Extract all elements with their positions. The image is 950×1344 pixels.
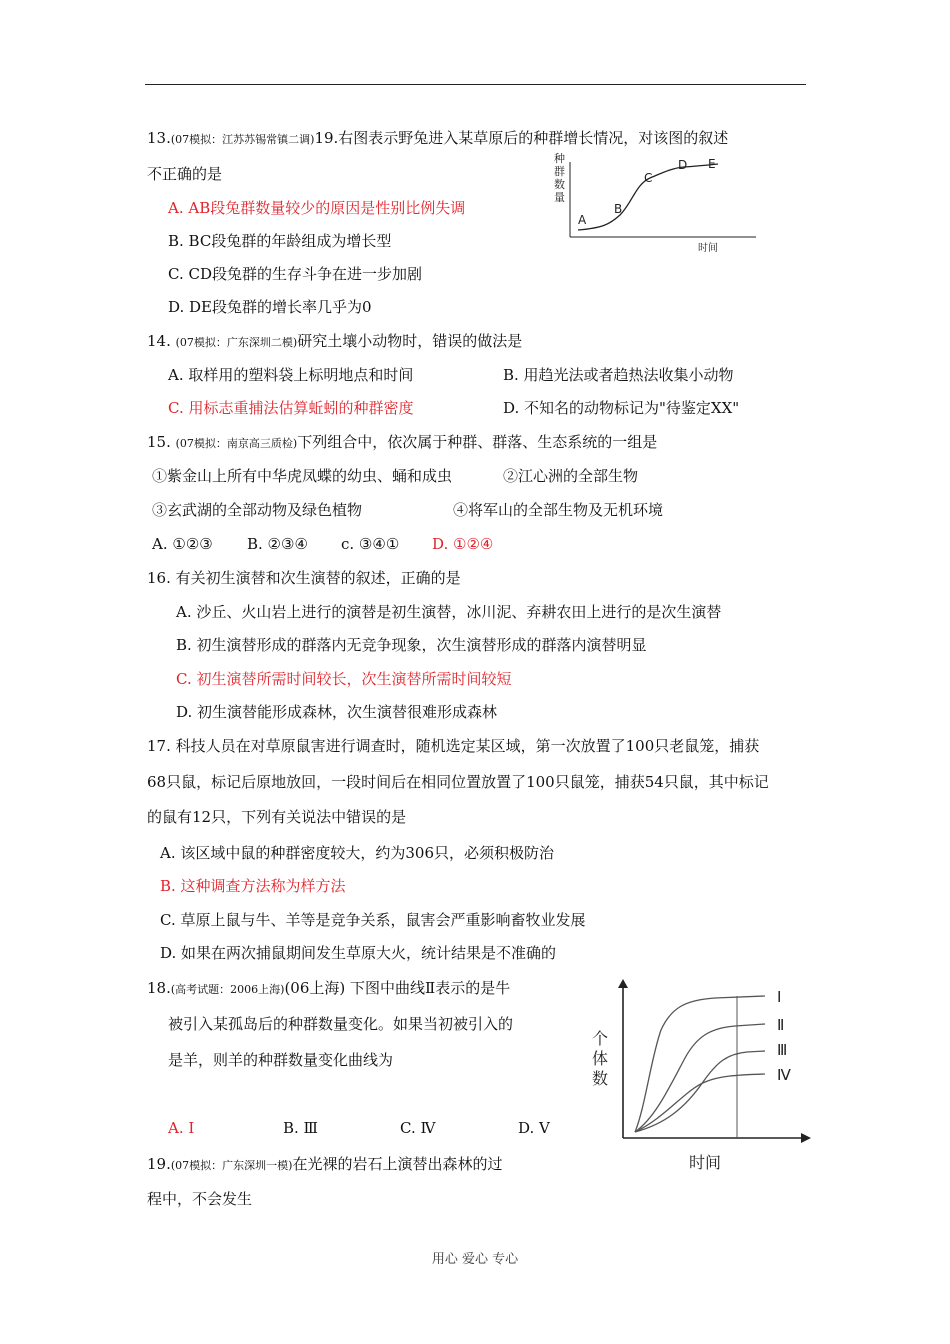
q18-ylabel-char: 个 — [592, 1029, 609, 1048]
q15-option-d: D. ①②④ — [432, 535, 494, 553]
q15-item-4: ④将军山的全部生物及无机环境 — [453, 501, 664, 519]
q13-point-label: A — [578, 213, 587, 227]
q13-stem-line2: 不正确的是 — [147, 165, 223, 183]
q15-stem: 15. (07模拟：南京高三质检)下列组合中，依次属于种群、群落、生态系统的一组是 — [147, 433, 658, 451]
q18-option-c: C. Ⅳ — [400, 1119, 436, 1137]
q14-option-a: A. 取样用的塑料袋上标明地点和时间 — [168, 366, 414, 384]
q17-option-c: C. 草原上鼠与牛、羊等是竞争关系，鼠害会严重影响畜牧业发展 — [160, 911, 586, 929]
q15-option-b: B. ②③④ — [247, 535, 308, 553]
q17-stem-line2: 68只鼠，标记后原地放回，一段时间后在相同位置放置了100只鼠笼，捕获54只鼠，其中标记 — [147, 773, 769, 791]
q18-curve-label: Ⅳ — [777, 1066, 791, 1084]
q17-option-a: A. 该区域中鼠的种群密度较大，约为306只，必须积极防治 — [160, 844, 555, 862]
q18-option-b: B. Ⅲ — [283, 1119, 319, 1137]
q13-ylabel-char: 数 — [554, 178, 565, 191]
q18-ylabel-char: 数 — [592, 1069, 609, 1088]
q18-stem-line3: 是羊，则羊的种群数量变化曲线为 — [168, 1051, 394, 1069]
q17-option-d: D. 如果在两次捕鼠期间发生草原大火，统计结果是不准确的 — [160, 944, 557, 962]
q13-stem-line1: 13.(07模拟：江苏苏锡常镇二调)19.右图表示野兔进入某草原后的种群增长情况，对该图的叙述 — [147, 129, 729, 147]
q18-curve-label: Ⅰ — [777, 988, 782, 1006]
q13-xlabel: 时间 — [698, 243, 718, 254]
q18-ylabel-char: 体 — [592, 1049, 609, 1068]
q18-curve-label: Ⅱ — [777, 1016, 785, 1034]
q18-population-chart — [585, 978, 817, 1176]
q17-stem-line1: 17. 科技人员在对草原鼠害进行调查时，随机选定某区域，第一次放置了100只老鼠笼，捕获 — [147, 737, 760, 755]
q17-stem-line3: 的鼠有12只，下列有关说法中错误的是 — [147, 808, 407, 826]
q18-stem-line1: 18.(高考试题：2006上海)(06上海) 下图中曲线Ⅱ表示的是牛 — [147, 979, 511, 997]
q16-stem: 16. 有关初生演替和次生演替的叙述，正确的是 — [147, 569, 461, 587]
q14-stem: 14. (07模拟：广东深圳二模)研究土壤小动物时，错误的做法是 — [147, 332, 523, 350]
q18-stem-line2: 被引入某孤岛后的种群数量变化。如果当初被引入的 — [168, 1015, 514, 1033]
q15-option-c: c. ③④① — [341, 535, 400, 553]
q13-point-label: D — [678, 158, 688, 172]
q13-option-c: C. CD段兔群的生存斗争在进一步加剧 — [168, 265, 422, 283]
q18-option-a: A. Ⅰ — [168, 1119, 195, 1137]
q14-option-c: C. 用标志重捕法估算蚯蚓的种群密度 — [168, 399, 414, 417]
q19-stem-line2: 程中，不会发生 — [147, 1190, 253, 1208]
q13-option-a: A. AB段兔群数量较少的原因是性别比例失调 — [168, 199, 466, 217]
q13-option-b: B. BC段兔群的年龄组成为增长型 — [168, 232, 392, 250]
q14-option-d: D. 不知名的动物标记为"待鉴定XX" — [503, 399, 740, 417]
q13-option-d: D. DE段兔群的增长率几乎为0 — [168, 298, 372, 316]
q13-ylabel-char: 群 — [554, 165, 565, 178]
q13-point-label: E — [708, 157, 716, 171]
q19-stem-line1: 19.(07模拟：广东深圳一模)在光裸的岩石上演替出森林的过 — [147, 1155, 503, 1173]
q13-point-label: C — [644, 171, 653, 185]
q17-option-b: B. 这种调查方法称为样方法 — [160, 877, 346, 895]
q14-option-b: B. 用趋光法或者趋热法收集小动物 — [503, 366, 734, 384]
q18-xlabel: 时间 — [689, 1153, 722, 1172]
page-footer: 用心 爱心 专心 — [431, 1252, 519, 1267]
q18-option-d: D. Ⅴ — [518, 1119, 550, 1137]
q15-item-3: ③玄武湖的全部动物及绿色植物 — [152, 501, 363, 519]
q15-item-1: ①紫金山上所有中华虎凤蝶的幼虫、蛹和成虫 — [152, 467, 453, 485]
q16-option-b: B. 初生演替形成的群落内无竞争现象，次生演替形成的群落内演替明显 — [176, 636, 647, 654]
q18-curve-label: Ⅲ — [777, 1041, 788, 1059]
q16-option-c: C. 初生演替所需时间较长，次生演替所需时间较短 — [176, 670, 512, 688]
header-rule — [145, 84, 806, 85]
q13-growth-chart — [548, 150, 760, 256]
q16-option-d: D. 初生演替能形成森林，次生演替很难形成森林 — [176, 703, 498, 721]
q13-ylabel-char: 种 — [554, 152, 565, 165]
q16-option-a: A. 沙丘、火山岩上进行的演替是初生演替，冰川泥、弃耕农田上进行的是次生演替 — [176, 603, 722, 621]
q15-option-a: A. ①②③ — [152, 535, 213, 553]
q15-item-2: ②江心洲的全部生物 — [503, 467, 639, 485]
q13-ylabel-char: 量 — [554, 191, 565, 204]
q13-point-label: B — [614, 202, 623, 216]
